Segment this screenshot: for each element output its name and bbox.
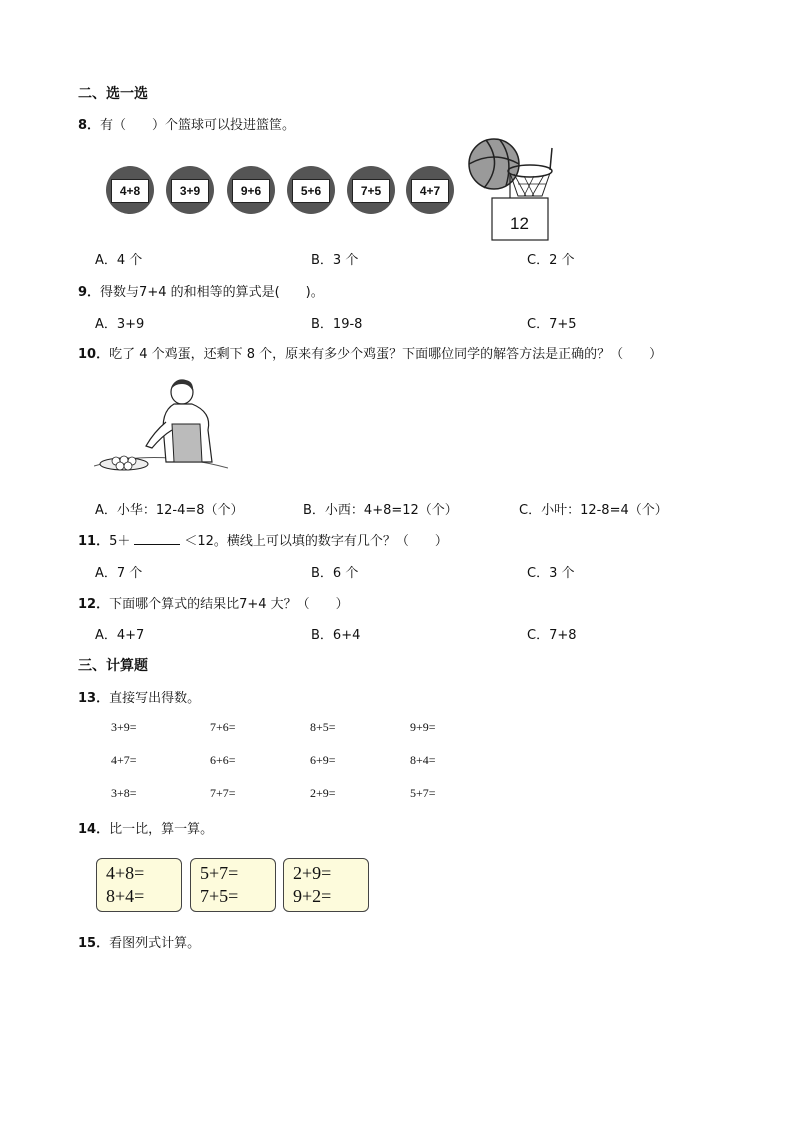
option-a[interactable]: A．4+7 [95, 628, 145, 643]
question-text: 有（ ）个篮球可以投进篮筐。 [100, 118, 296, 133]
option-c[interactable]: C．7+5 [527, 317, 577, 332]
question-15 [78, 932, 200, 951]
basketball [287, 166, 335, 214]
calc-item: 7+6= [210, 720, 236, 734]
basketball [347, 166, 395, 214]
question-text: 直接写出得数。 [109, 691, 201, 706]
calc-item: 5+7= [410, 786, 436, 800]
compare-card [283, 858, 369, 912]
card-line: 4+8= [106, 863, 145, 883]
compare-card [96, 858, 182, 912]
calc-item: 6+9= [310, 753, 336, 767]
calc-item: 3+9= [111, 720, 137, 734]
basketball [227, 166, 275, 214]
question-13 [78, 687, 200, 706]
question-11 [78, 530, 448, 549]
calc-item: 8+4= [410, 753, 436, 767]
compare-card [190, 858, 276, 912]
calc-item: 8+5= [310, 720, 336, 734]
question-text: 下面哪个算式的结果比7+4 大？（ ） [109, 597, 349, 612]
ball-expression: 9+6 [232, 179, 270, 203]
question-10 [78, 343, 662, 362]
question-number: 14． [78, 822, 110, 837]
question-text-after: ＜12。横线上可以填的数字有几个？（ ） [184, 534, 448, 549]
option-b[interactable]: B．3 个 [311, 253, 359, 268]
option-b[interactable]: B．19-8 [311, 317, 363, 332]
calc-item: 7+7= [210, 786, 236, 800]
ball-expression: 4+8 [111, 179, 149, 203]
question-number: 10． [78, 347, 110, 362]
calc-item: 9+9= [410, 720, 436, 734]
question-text: 比一比，算一算。 [109, 822, 214, 837]
woman-with-eggs-illustration [94, 378, 228, 474]
option-a[interactable]: A．7 个 [95, 566, 143, 581]
question-number: 9． [78, 285, 101, 300]
question-text: 看图列式计算。 [109, 936, 201, 951]
option-a[interactable]: A．3+9 [95, 317, 145, 332]
option-b[interactable]: B．6+4 [311, 628, 361, 643]
ball-expression: 3+9 [171, 179, 209, 203]
ball-expression: 4+7 [411, 179, 449, 203]
basketball [166, 166, 214, 214]
card-line: 2+9= [293, 863, 332, 883]
section-title: 三、计算题 [78, 658, 148, 674]
question-9 [78, 281, 324, 300]
question-number: 12． [78, 597, 110, 612]
basketball [406, 166, 454, 214]
option-c[interactable]: C．3 个 [527, 566, 575, 581]
woman-icon [94, 378, 228, 474]
card-line: 8+4= [106, 886, 145, 906]
card-line: 5+7= [200, 863, 239, 883]
option-a[interactable]: A．4 个 [95, 253, 143, 268]
question-number: 8． [78, 118, 101, 133]
calc-item: 6+6= [210, 753, 236, 767]
question-number: 15． [78, 936, 110, 951]
basketball [106, 166, 154, 214]
option-a[interactable]: A．小华：12-4=8（个） [95, 503, 244, 518]
hoop-number: 12 [510, 214, 529, 233]
question-number: 11． [78, 534, 110, 549]
question-12 [78, 593, 349, 612]
option-b[interactable]: B．6 个 [311, 566, 359, 581]
card-line: 7+5= [200, 886, 239, 906]
option-c[interactable]: C．7+8 [527, 628, 577, 643]
question-number: 13． [78, 691, 110, 706]
ball-expression: 5+6 [292, 179, 330, 203]
question-text-before: 5＋ [109, 534, 131, 549]
question-text: 吃了 4 个鸡蛋，还剩下 8 个，原来有多少个鸡蛋？下面哪位同学的解答方法是正确的？（ ） [109, 347, 663, 362]
option-c[interactable]: C．2 个 [527, 253, 575, 268]
calc-item: 4+7= [111, 753, 137, 767]
basketball-hoop-illustration [466, 138, 558, 242]
question-8 [78, 114, 295, 133]
card-line: 9+2= [293, 886, 332, 906]
option-c[interactable]: C．小叶：12-8=4（个） [519, 503, 668, 518]
question-text: 得数与7+4 的和相等的算式是( )。 [100, 285, 324, 300]
ball-expression: 7+5 [352, 179, 390, 203]
calc-item: 2+9= [310, 786, 336, 800]
blank-line[interactable] [134, 532, 180, 545]
section-title: 二、选一选 [78, 86, 148, 102]
option-b[interactable]: B．小西：4+8=12（个） [303, 503, 458, 518]
question-14 [78, 818, 213, 837]
calc-item: 3+8= [111, 786, 137, 800]
